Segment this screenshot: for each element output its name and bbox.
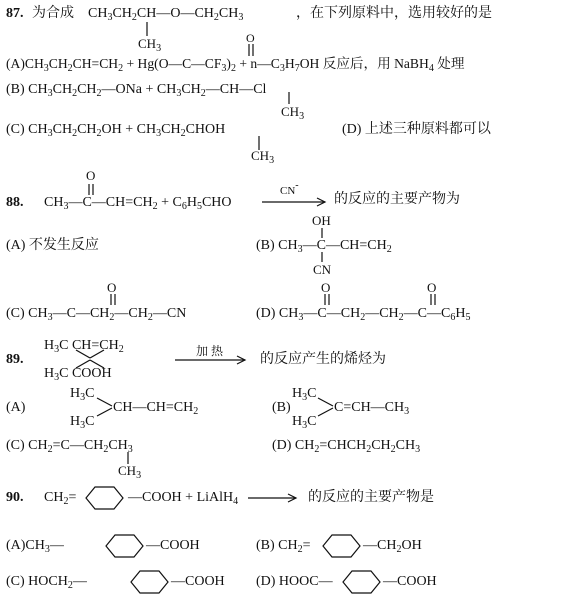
q87-target-molecule: $CH_3CH_2CH—O—CH_2CH_3$ <box>88 6 244 23</box>
q89-option-a-label: (A) <box>6 400 26 415</box>
q90-reactant-ch2: $CH_2=$ <box>44 490 77 507</box>
q90-option-c-suffix: —COOH <box>171 574 225 589</box>
q87-option-d: (D) 上述三种原料都可以 <box>342 122 491 137</box>
question-number-87: 87. <box>6 6 24 21</box>
q89-optB-chain: $C=CH—CH_3$ <box>334 400 410 417</box>
q87-optB-branch: $CH_3$ <box>281 104 305 122</box>
q90-option-a-prefix: $(A)CH_3—$ <box>6 538 64 555</box>
q89-option-c: (C) $CH_2=C—CH_2CH_3$ <box>6 438 133 455</box>
q88-optD-O2: O <box>427 280 437 295</box>
q87-option-b: (B) $CH_3CH_2CH_2—ONa$ + $CH_3CH_2—CH—Cl$ <box>6 82 267 99</box>
q88-option-d: (D) $CH_3—C—CH_2—CH_2—C—C_6H_5$ <box>256 306 471 323</box>
q88-option-a: (A) 不发生反应 <box>6 238 99 253</box>
q90-reactant-rest: —COOH + LiAlH$_4$ <box>128 490 239 507</box>
question-number-88: 88. <box>6 195 24 210</box>
q89-optB-bottom: $H_3C$ <box>292 414 317 431</box>
q89-optA-bottom: $H_3C$ <box>70 414 95 431</box>
q90-stem-suffix: 的反应的主要产物是 <box>308 490 434 505</box>
q88-optD-O1: O <box>321 280 331 295</box>
q89-stem-suffix: 的反应产生的烯烃为 <box>260 352 386 367</box>
q88-optC-O: O <box>107 280 117 295</box>
q88-reactant-O: O <box>86 168 96 183</box>
q88-optB-OH: OH <box>312 213 331 228</box>
q88-reactants: $CH_3—C—CH=CH_2 + C_6H_5CHO$ <box>44 195 232 212</box>
q89-optC-branch: $CH_3$ <box>118 463 142 481</box>
q88-option-b: (B) $CH_3—C—CH=CH_2$ <box>256 238 392 255</box>
q89-reactant-bottom: $H_3C$ COOH <box>44 366 112 383</box>
q87-optC-branch: $CH_3$ <box>251 148 275 166</box>
q89-option-b-label: (B) <box>272 400 291 415</box>
q90-option-c-prefix: (C) $HOCH_2—$ <box>6 574 87 591</box>
q90-option-d-suffix: —COOH <box>383 574 437 589</box>
q90-option-b-prefix: (B) $CH_2=$ <box>256 538 311 555</box>
q90-option-d-prefix: (D) HOOC— <box>256 574 333 589</box>
q88-option-c: (C) $CH_3—C—CH_2—CH_2—CN$ <box>6 306 187 323</box>
q87-target-branch: $CH_3$ <box>138 36 162 54</box>
q87-optA-carbonyl-O: O <box>246 31 255 45</box>
q89-optB-top: $H_3C$ <box>292 386 317 403</box>
q89-option-d: (D) $CH_2=CHCH_2CH_2CH_3$ <box>272 438 421 455</box>
q90-option-a-suffix: —COOH <box>146 538 200 553</box>
q90-option-b-suffix: $—CH_2OH$ <box>363 538 422 555</box>
q88-stem-suffix: 的反应的主要产物为 <box>334 192 460 207</box>
q87-stem-prefix: 为合成 <box>32 6 74 21</box>
q88-optB-CN: CN <box>313 262 332 277</box>
q88-reagent: CN- <box>280 180 299 197</box>
question-number-90: 90. <box>6 490 24 505</box>
q87-option-a: $(A)CH_3CH_2CH=CH_2$ + $Hg(O—C—CF_3)_2$ + $n—C_3H_7OH$ 反应后，用 NaBH$_4$ 处理 <box>6 56 465 74</box>
q87-option-c: (C) $CH_3CH_2CH_2OH$ + $CH_3CH_2CHOH$ <box>6 122 226 139</box>
question-number-89: 89. <box>6 352 24 367</box>
q89-reactant-top: $H_3C$ $CH=CH_2$ <box>44 338 124 355</box>
q87-stem-suffix: ，在下列原料中，选用较好的是 <box>296 6 492 21</box>
q89-optA-top: $H_3C$ <box>70 386 95 403</box>
q89-optA-chain: $CH—CH=CH_2$ <box>113 400 199 417</box>
q89-condition: 加 热 <box>196 344 224 358</box>
